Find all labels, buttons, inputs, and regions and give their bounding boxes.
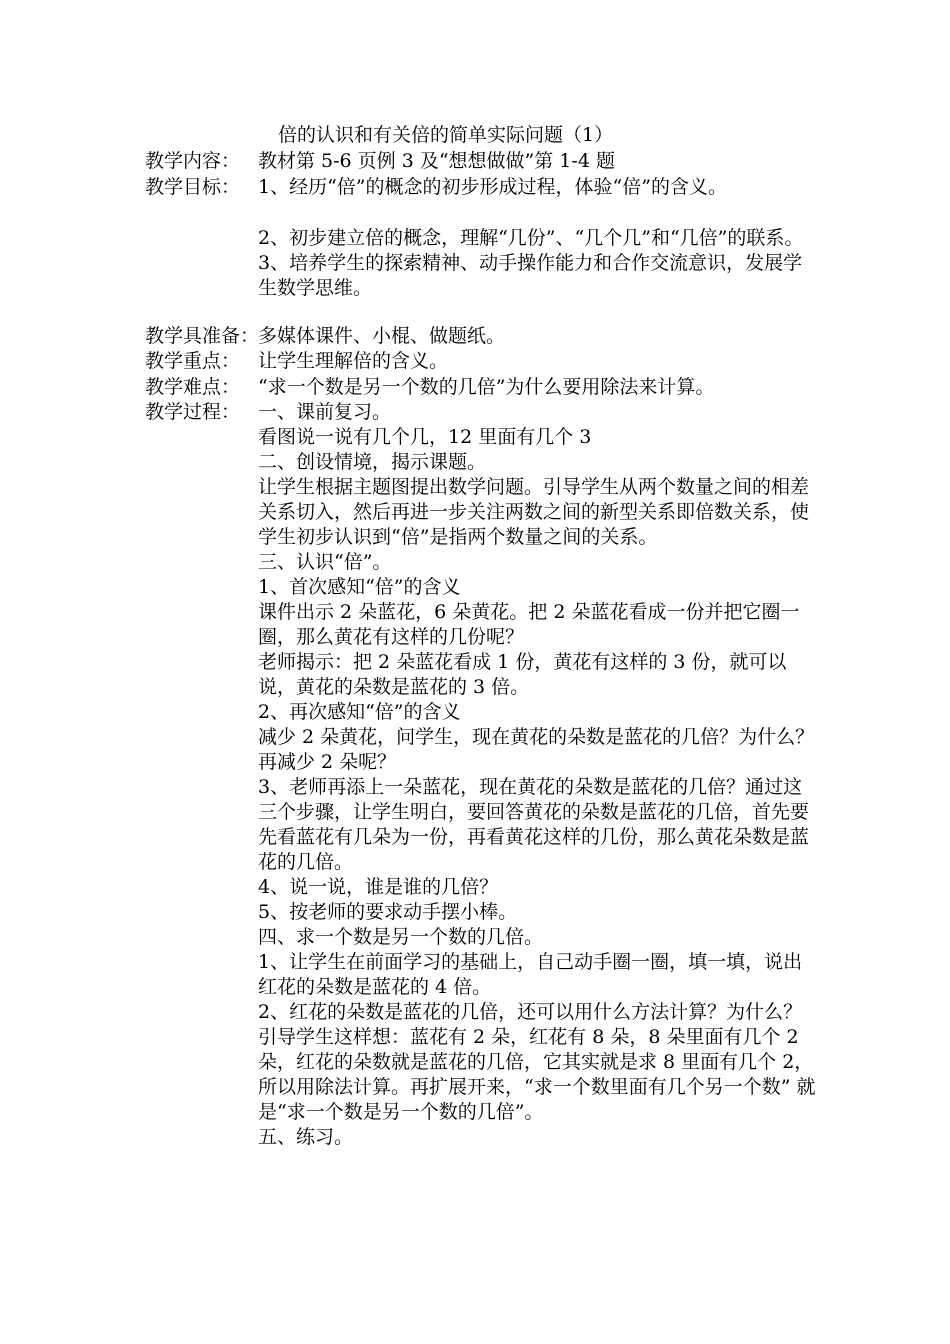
difficulty-label: 教学难点： xyxy=(145,376,241,398)
process-paragraph: 三、认识“倍”。 xyxy=(258,551,392,573)
process-paragraph: 1、首次感知“倍”的含义 xyxy=(258,576,461,598)
process-paragraph: 让学生根据主题图提出数学问题。引导学生从两个数量之间的相差关系切入，然后再进一步关注两数之间的新型关系即倍数关系，使学生初步认识到“倍”是指两个数量之间的关系。 xyxy=(258,476,810,548)
process-paragraph: 老师揭示：把 2 朵蓝花看成 1 份，黄花有这样的 3 份，就可以说，黄花的朵数是蓝花的 3 倍。 xyxy=(258,651,787,698)
process-paragraph: 课件出示 2 朵蓝花，6 朵黄花。把 2 朵蓝花看成一份并把它圈一圈，那么黄花有这样的几份呢？ xyxy=(258,601,800,648)
prep-label: 教学具准备： xyxy=(145,325,260,347)
process-paragraph: 减少 2 朵黄花，问学生，现在黄花的朵数是蓝花的几倍？为什么？再减少 2 朵呢？ xyxy=(258,726,815,773)
focus-label: 教学重点： xyxy=(145,350,241,372)
process-paragraph: 四、求一个数是另一个数的几倍。 xyxy=(258,926,544,948)
objectives-block xyxy=(258,226,818,301)
process-paragraph: 看图说一说有几个几，12 里面有几个 3 xyxy=(258,426,592,448)
process-paragraph: 二、创设情境，揭示课题。 xyxy=(258,451,487,473)
focus-row xyxy=(145,349,448,374)
prep-row xyxy=(145,324,505,349)
process-row xyxy=(145,400,391,425)
document-title: 倍的认识和有关倍的简单实际问题（1） xyxy=(278,124,614,146)
process-paragraph: 4、说一说，谁是谁的几倍？ xyxy=(258,876,499,898)
objective-item: 1、经历“倍”的概念的初步形成过程，体验“倍”的含义。 xyxy=(258,176,727,198)
content-label: 教学内容： xyxy=(145,150,241,172)
difficulty-text: “求一个数是另一个数的几倍”为什么要用除法来计算。 xyxy=(258,376,715,398)
objectives-label: 教学目标： xyxy=(145,176,241,198)
objectives-row xyxy=(145,175,727,200)
process-paragraph: 3、老师再添上一朵蓝花，现在黄花的朵数是蓝花的几倍？通过这三个步骤，让学生明白，要回答黄花的朵数是蓝花的几倍，首先要先看蓝花有几朵为一份，再看黄花这样的几份，那么黄花朵数是蓝花的几倍。 xyxy=(258,776,810,873)
process-paragraph: 引导学生这样想：蓝花有 2 朵，红花有 8 朵，8 朵里面有几个 2 朵，红花的朵数就是蓝花的几倍，它其实就是求 8 里面有几个 2，所以用除法计算。再扩展开来，“求一个数里面有几个另一个数” 就是“求一个数是另一个数的几倍”。 xyxy=(258,1026,816,1123)
difficulty-row xyxy=(145,375,714,400)
process-paragraph: 1、让学生在前面学习的基础上，自己动手圈一圈，填一填，说出红花的朵数是蓝花的 4 倍。 xyxy=(258,951,803,998)
process-step: 一、课前复习。 xyxy=(258,401,392,423)
objective-item: 3、培养学生的探索精神、动手操作能力和合作交流意识，发展学生数学思维。 xyxy=(258,252,803,299)
focus-text: 让学生理解倍的含义。 xyxy=(258,350,449,372)
process-block xyxy=(258,425,818,1150)
process-paragraph: 五、练习。 xyxy=(258,1126,354,1148)
content-row xyxy=(145,149,615,174)
objective-item: 2、初步建立倍的概念，理解“几份”、“几个几”和“几倍”的联系。 xyxy=(258,227,804,249)
process-paragraph: 5、按老师的要求动手摆小棒。 xyxy=(258,901,518,923)
content-text: 教材第 5-6 页例 3 及“想想做做”第 1-4 题 xyxy=(258,150,615,172)
process-paragraph: 2、红花的朵数是蓝花的几倍，还可以用什么方法计算？为什么？ xyxy=(258,1001,803,1023)
process-paragraph: 2、再次感知“倍”的含义 xyxy=(258,701,461,723)
prep-text: 多媒体课件、小棍、做题纸。 xyxy=(258,325,506,347)
process-label: 教学过程： xyxy=(145,401,241,423)
